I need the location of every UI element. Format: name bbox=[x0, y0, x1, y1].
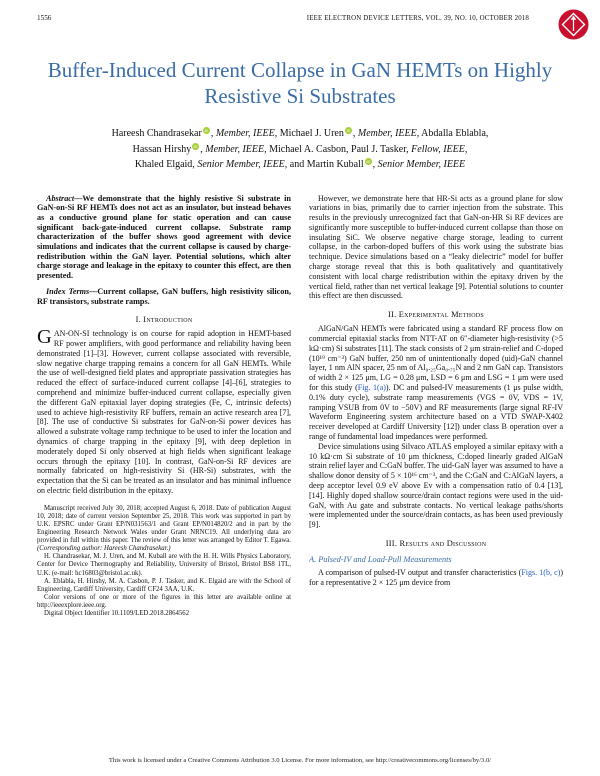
author-role: Senior Member, IEEE, bbox=[197, 159, 288, 170]
index-terms-text: Current collapse, GaN buffers, high resistivity silicon, RF transistors, substrate ramps. bbox=[37, 286, 291, 306]
comparison-text-b: ) for a representative 2 × 125 μm device from bbox=[309, 568, 563, 587]
footnote-color-versions: Color versions of one or more of the figures in this letter are available online at http://ieeexplore.ieee.org. bbox=[37, 593, 291, 609]
paragraph-simulations: Device simulations using Silvaco ATLAS employed a similar epitaxy with a 10 kΩ·cm Si substrate of 10 μm thickness, C:doped linearly graded AlGaN strain relief layer and C:GaN buffer. The uid-GaN layer was assumed to have a shallow donor density of 5 × 10¹⁶ cm⁻³, and the C:GaN and C:AlGaN layers, a deep acceptor level 0.9 eV above Ev with a compensation ratio of 0.4 [13], [14]. Highly doped shallow source/drain contact regions were used in the uid-GaN, with Au gate and substrate contacts. No vertical leakage paths/shorts were implemented under the source/drain contacts, as has been used previously [9]. bbox=[309, 441, 563, 530]
right-column bbox=[309, 194, 563, 710]
abstract-label: Abstract— bbox=[46, 193, 83, 203]
author-role: Fellow, IEEE, bbox=[411, 143, 468, 155]
svg-text:iD: iD bbox=[204, 128, 209, 134]
section-heading-experimental-methods: II. Experimental Methods bbox=[388, 310, 484, 320]
author-separator: , bbox=[200, 143, 206, 155]
paragraph-ground-plane: However, we demonstrate here that HR-Si acts as a ground plane for slow variations in bias, primarily due to carrier injection from the substrate. This results in the previously unrecognized fact that GaN-on-HR Si RF devices are significantly more susceptible to buffer-induced current collapse than those on insulating SiC. We observe negative charge storage, leading to current collapse, in the carbon-doped buffers of this work using the substrate bias technique. Device simulations based on a “leaky dielectric” model for buffer charge storage reveal that this is both qualitatively and quantitatively consistent with local charge redistribution within the epitaxy driven by the vertical field, rather than net vertical leakage [9]. Potential solutions to counter this effect are then discussed. bbox=[309, 193, 563, 301]
author-name: Michael J. Uren bbox=[277, 128, 344, 139]
fig-1a-link[interactable]: Fig. 1(a) bbox=[357, 383, 386, 393]
intro-lead-caps: AN-ON-SI bbox=[53, 329, 90, 339]
two-column-body bbox=[37, 194, 563, 710]
abstract bbox=[37, 194, 291, 281]
orcid-icon[interactable] bbox=[203, 125, 210, 139]
footnote-manuscript bbox=[37, 505, 291, 554]
intro-text: technology is on course for rapid adoption in HEMT-based RF power amplifiers, with good performance and reliability having been demonstrated [1]–[3]. However, current collapse associated with reversible, slow negative charge trapping remains a concern for all GaN HEMTs. While the use of well-designed field plates and appropriate passivation strategies has reduced the effect of surface-induced current collapse [4]–[6], strategies to comprehend and minimize buffer-induced current collapse, especially given the different GaN epitaxial layer doping strategies (Fe, C, intrinsic defects) used to achieve high-resistivity RF buffers, remain an active research area [7], [8]. The use of conductive Si substrates for GaN-on-Si power devices has allowed a substrate voltage ramp technique to be used to infer the location and dynamics of charge trapping in the epitaxy [9], with deep depletion in moderately doped Si only observed at high fields when significant leakage occurs through the epitaxy [10]. In contrast, GaN-on-Si RF devices are normally fabricated on high-resistivity Si (HR-Si) substrates, with the expectation that the Si can be treated as an insulator and has minimal influence on electric field distribution in the epitaxy. bbox=[37, 329, 291, 495]
comparison-text-a: A comparison of pulsed-IV output and transfer characteristics ( bbox=[318, 568, 522, 577]
author-role: Senior Member, IEEE bbox=[377, 159, 466, 170]
author-line-1 bbox=[37, 125, 563, 141]
author-name: Hassan Hirshy bbox=[132, 143, 192, 155]
footnote-block bbox=[37, 505, 291, 618]
author-line-2 bbox=[37, 141, 563, 157]
svg-text:iD: iD bbox=[366, 159, 371, 165]
subsection-heading-pulsed-iv-load-pull: A. Pulsed-IV and Load-Pull Measurements bbox=[309, 555, 452, 564]
drop-cap: G bbox=[37, 326, 52, 349]
footnote-affiliation-cardiff: A. Eblabla, H. Hirshy, M. A. Casbon, P. J. Tasker, and K. Elgaid are with the School of Engineering, Cardiff University, Cardiff CF24 3AA, U.K. bbox=[37, 577, 291, 593]
ieee-logo-icon bbox=[558, 9, 589, 40]
orcid-icon[interactable] bbox=[345, 125, 352, 139]
page-header bbox=[37, 14, 563, 23]
orcid-icon[interactable] bbox=[365, 156, 372, 170]
author-name: Abdalla Eblabla, bbox=[419, 128, 489, 139]
page-number: 1556 bbox=[37, 14, 52, 22]
license-footer: This work is licensed under a Creative Commons Attribution 3.0 License. For more information, see http://creativecommons.org/licenses/by/3.0/ bbox=[108, 757, 492, 764]
paragraph-fabrication bbox=[309, 324, 563, 442]
paragraph-comparison bbox=[309, 568, 563, 588]
author-separator: , bbox=[210, 128, 216, 139]
author-separator: , bbox=[352, 128, 358, 139]
author-name: Hareesh Chandrasekar bbox=[111, 128, 202, 139]
svg-text:iD: iD bbox=[346, 128, 351, 134]
author-line-3 bbox=[37, 156, 563, 172]
intro-paragraph bbox=[37, 326, 291, 496]
index-terms-label: Index Terms— bbox=[46, 286, 98, 296]
index-terms bbox=[37, 287, 291, 306]
author-separator: , bbox=[372, 159, 378, 170]
author-block bbox=[37, 125, 563, 172]
fabrication-text-a: AlGaN/GaN HEMTs were fabricated using a standard RF process flow on commercial epitaxial stacks from NTT-AT on 6″-diameter high-resistivity (>5 kΩ·cm) Si substrates [11]. The stack consists of 2 μm strain-relief and C-doped (10¹⁹ cm⁻³) GaN buffer, 250 nm of unintentionally doped (uid)-GaN channel layer, 1 nm AlN spacer, 25 nm of Al₀.₂₅Ga₀.₇₅N and 2 nm GaN cap. Transistors of width 2 × 125 μm, LG = 0.28 μm, LSD = 6 μm and LSG = 1 μm were used for this study ( bbox=[309, 324, 563, 393]
corresponding-author-note: (Corresponding author: Hareesh Chandrasekar.) bbox=[37, 545, 171, 553]
footnote-doi: Digital Object Identifier 10.1109/LED.2018.2864562 bbox=[44, 610, 190, 617]
author-role: Member, IEEE, bbox=[215, 128, 278, 139]
author-role: Member, IEEE, bbox=[205, 143, 267, 155]
left-column bbox=[37, 194, 291, 710]
footnote-manuscript-text: Manuscript received July 30, 2018; accepted August 6, 2018. Date of publication August 10, 2018; date of current version September 25, 2018. This work was supported in part by U.K. EPSRC under Grant EP/N031563/1 and Grant EP/N014820/2 and in part by the Engineering Research Network Wales under Grant NRNC19. All underlying data are provided in full within this paper. The review of this letter was arranged by Editor T. Egawa. bbox=[37, 504, 291, 545]
figs-1bc-link[interactable]: Figs. 1(b, c) bbox=[521, 568, 561, 577]
author-name: Michael A. Casbon, Paul J. Tasker, bbox=[266, 143, 412, 155]
author-name: Khaled Elgaid, bbox=[134, 159, 198, 170]
section-heading-introduction: I. Introduction bbox=[135, 315, 193, 325]
abstract-text: We demonstrate that the highly resistive Si substrate in GaN-on-Si RF HEMTs does not act as an insulator, but instead behaves as a conductive ground plane for static operation and can cause significant back-gate-induced current collapse. Substrate ramp characterization of the buffer shows good agreement with device simulations and indicates that the current collapse is caused by charge-redistribution within the GaN layer. Potential solutions, which alter charge storage and leakage in the epitaxy to counter this effect, are then presented. bbox=[37, 193, 291, 281]
paper-title: Buffer-Induced Current Collapse in GaN HEMTs on Highly Resistive Si Substrates bbox=[47, 58, 553, 108]
footnote-affiliation-bristol: H. Chandrasekar, M. J. Uren, and M. Kuball are with the H. H. Wills Physics Laboratory, Center for Device Thermography and Reliability, University of Bristol, Bristol BS8 1TL, U.K. (e-mail: hc16803@bristol.ac.uk). bbox=[37, 553, 291, 577]
fabrication-text-b: ). DC and pulsed-IV measurements (1 μs pulse width, 0.1% duty cycle), substrate ramp measurements (VGS = 0V, VDS = 1V, ramping VSUB from 0V to −50V) and RF measurements (large signal RF-IV Waveform Engineering system architecture based on a VTD SWAP-X402 receiver developed at Cardiff University [12]) under class B operation over a range of fundamental load impedances were performed. bbox=[309, 383, 563, 442]
svg-text:iD: iD bbox=[193, 143, 198, 149]
author-role: Member, IEEE, bbox=[357, 128, 420, 139]
orcid-icon[interactable] bbox=[192, 141, 199, 155]
author-name: and Martin Kuball bbox=[287, 159, 364, 170]
section-heading-results-discussion: III. Results and Discussion bbox=[385, 539, 487, 548]
journal-name: IEEE ELECTRON DEVICE LETTERS, VOL. 39, NO. 10, OCTOBER 2018 bbox=[306, 15, 529, 22]
